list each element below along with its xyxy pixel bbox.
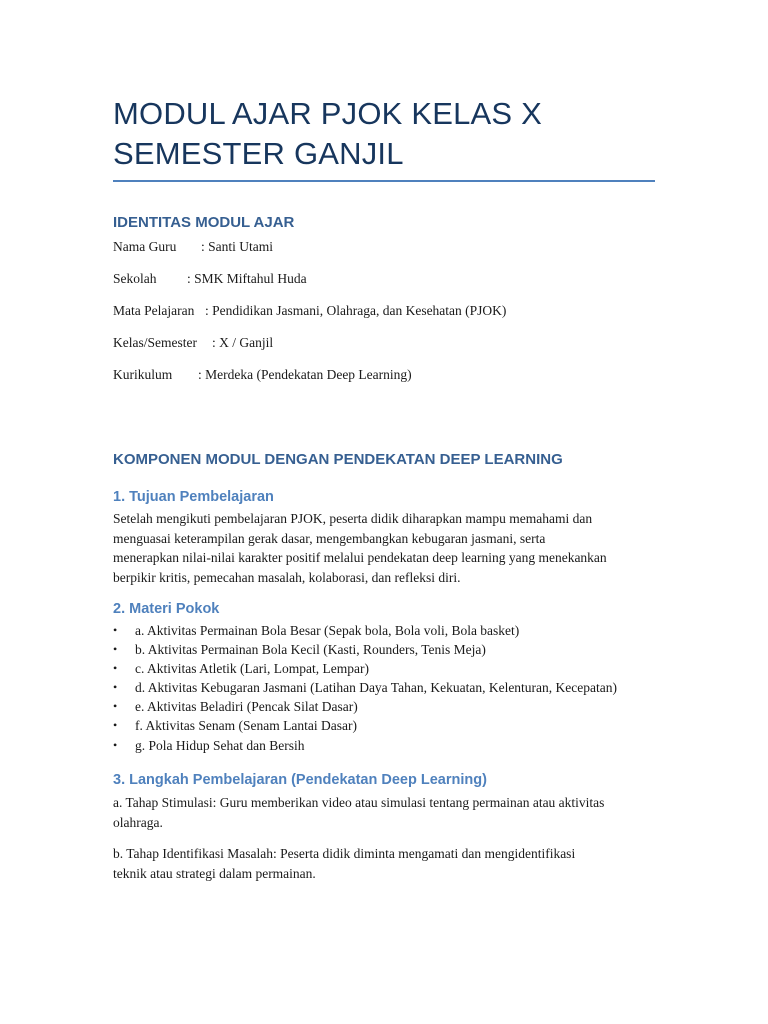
identifikasi-line: b. Tahap Identifikasi Masalah: Peserta didik diminta mengamati dan mengidentifikasi <box>113 846 576 861</box>
list-item <box>113 640 617 659</box>
document-title: MODUL AJAR PJOK KELAS X SEMESTER GANJIL <box>113 96 542 171</box>
list-item-text: f. Aktivitas Senam (Senam Lantai Dasar) <box>135 718 357 734</box>
identifikasi-line: teknik atau strategi dalam permainan. <box>113 865 316 881</box>
bullet-icon: • <box>113 699 118 714</box>
bullet-icon: • <box>113 661 118 676</box>
identitas-label: Sekolah <box>113 271 157 286</box>
identitas-label: Nama Guru <box>113 239 177 254</box>
list-item-text: d. Aktivitas Kebugaran Jasmani (Latihan Daya Tahan, Kekuatan, Kelenturan, Kecepatan) <box>135 680 617 696</box>
identitas-value: : X / Ganjil <box>212 335 274 350</box>
identitas-value: : Merdeka (Pendekatan Deep Learning) <box>198 367 412 382</box>
bullet-icon: • <box>113 718 118 733</box>
list-item-text: e. Aktivitas Beladiri (Pencak Silat Dasar) <box>135 699 358 715</box>
list-item <box>113 659 617 678</box>
identitas-row-kelas-semester <box>113 333 273 352</box>
tujuan-heading: 1. Tujuan Pembelajaran <box>113 489 274 505</box>
tujuan-line: menerapkan nilai-nilai karakter positif melalui pendekatan deep learning yang menekankan <box>113 550 607 565</box>
list-item <box>113 621 617 640</box>
materi-list <box>113 621 617 755</box>
bullet-icon: • <box>113 623 118 637</box>
identitas-row-sekolah <box>113 269 307 288</box>
identitas-label: Kelas/Semester <box>113 335 197 350</box>
komponen-heading: KOMPONEN MODUL DENGAN PENDEKATAN DEEP LEARNING <box>113 451 563 468</box>
stimulasi-line: a. Tahap Stimulasi: Guru memberikan video atau simulasi tentang permainan atau aktivitas <box>113 795 605 810</box>
bullet-icon: • <box>113 642 118 657</box>
tujuan-line: berpikir kritis, pemecahan masalah, kolaborasi, dan refleksi diri. <box>113 569 461 585</box>
identitas-value: : SMK Miftahul Huda <box>187 271 307 286</box>
identitas-row-mata-pelajaran <box>113 301 506 320</box>
list-item <box>113 678 617 697</box>
langkah-heading: 3. Langkah Pembelajaran (Pendekatan Deep Learning) <box>113 772 487 788</box>
identitas-value: : Santi Utami <box>201 239 273 254</box>
tujuan-line: menguasai keterampilan gerak dasar, mengembangkan kebugaran jasmani, serta <box>113 530 546 546</box>
list-item <box>113 716 617 735</box>
title-underline <box>113 180 655 182</box>
list-item <box>113 736 617 755</box>
tujuan-line: Setelah mengikuti pembelajaran PJOK, peserta didik diharapkan mampu memahami dan <box>113 511 593 526</box>
identitas-heading: IDENTITAS MODUL AJAR <box>113 214 295 231</box>
bullet-icon: • <box>113 737 118 752</box>
tujuan-paragraph <box>113 509 658 587</box>
list-item <box>113 697 617 716</box>
identitas-row-kurikulum <box>113 365 412 384</box>
stimulasi-line: olahraga. <box>113 814 163 830</box>
list-item-text: a. Aktivitas Permainan Bola Besar (Sepak bola, Bola voli, Bola basket) <box>135 623 520 638</box>
identitas-row-nama-guru <box>113 237 273 256</box>
list-item-text: g. Pola Hidup Sehat dan Bersih <box>135 737 305 753</box>
bullet-icon: • <box>113 680 118 695</box>
list-item-text: c. Aktivitas Atletik (Lari, Lompat, Lempar) <box>135 661 369 677</box>
identitas-label: Kurikulum <box>113 367 173 382</box>
identitas-label: Mata Pelajaran <box>113 303 195 318</box>
identitas-value: : Pendidikan Jasmani, Olahraga, dan Kesehatan (PJOK) <box>205 303 507 318</box>
materi-heading: 2. Materi Pokok <box>113 601 220 617</box>
langkah-stimulasi-paragraph <box>113 793 658 832</box>
list-item-text: b. Aktivitas Permainan Bola Kecil (Kasti, Rounders, Tenis Meja) <box>135 642 486 658</box>
langkah-identifikasi-paragraph <box>113 844 658 883</box>
